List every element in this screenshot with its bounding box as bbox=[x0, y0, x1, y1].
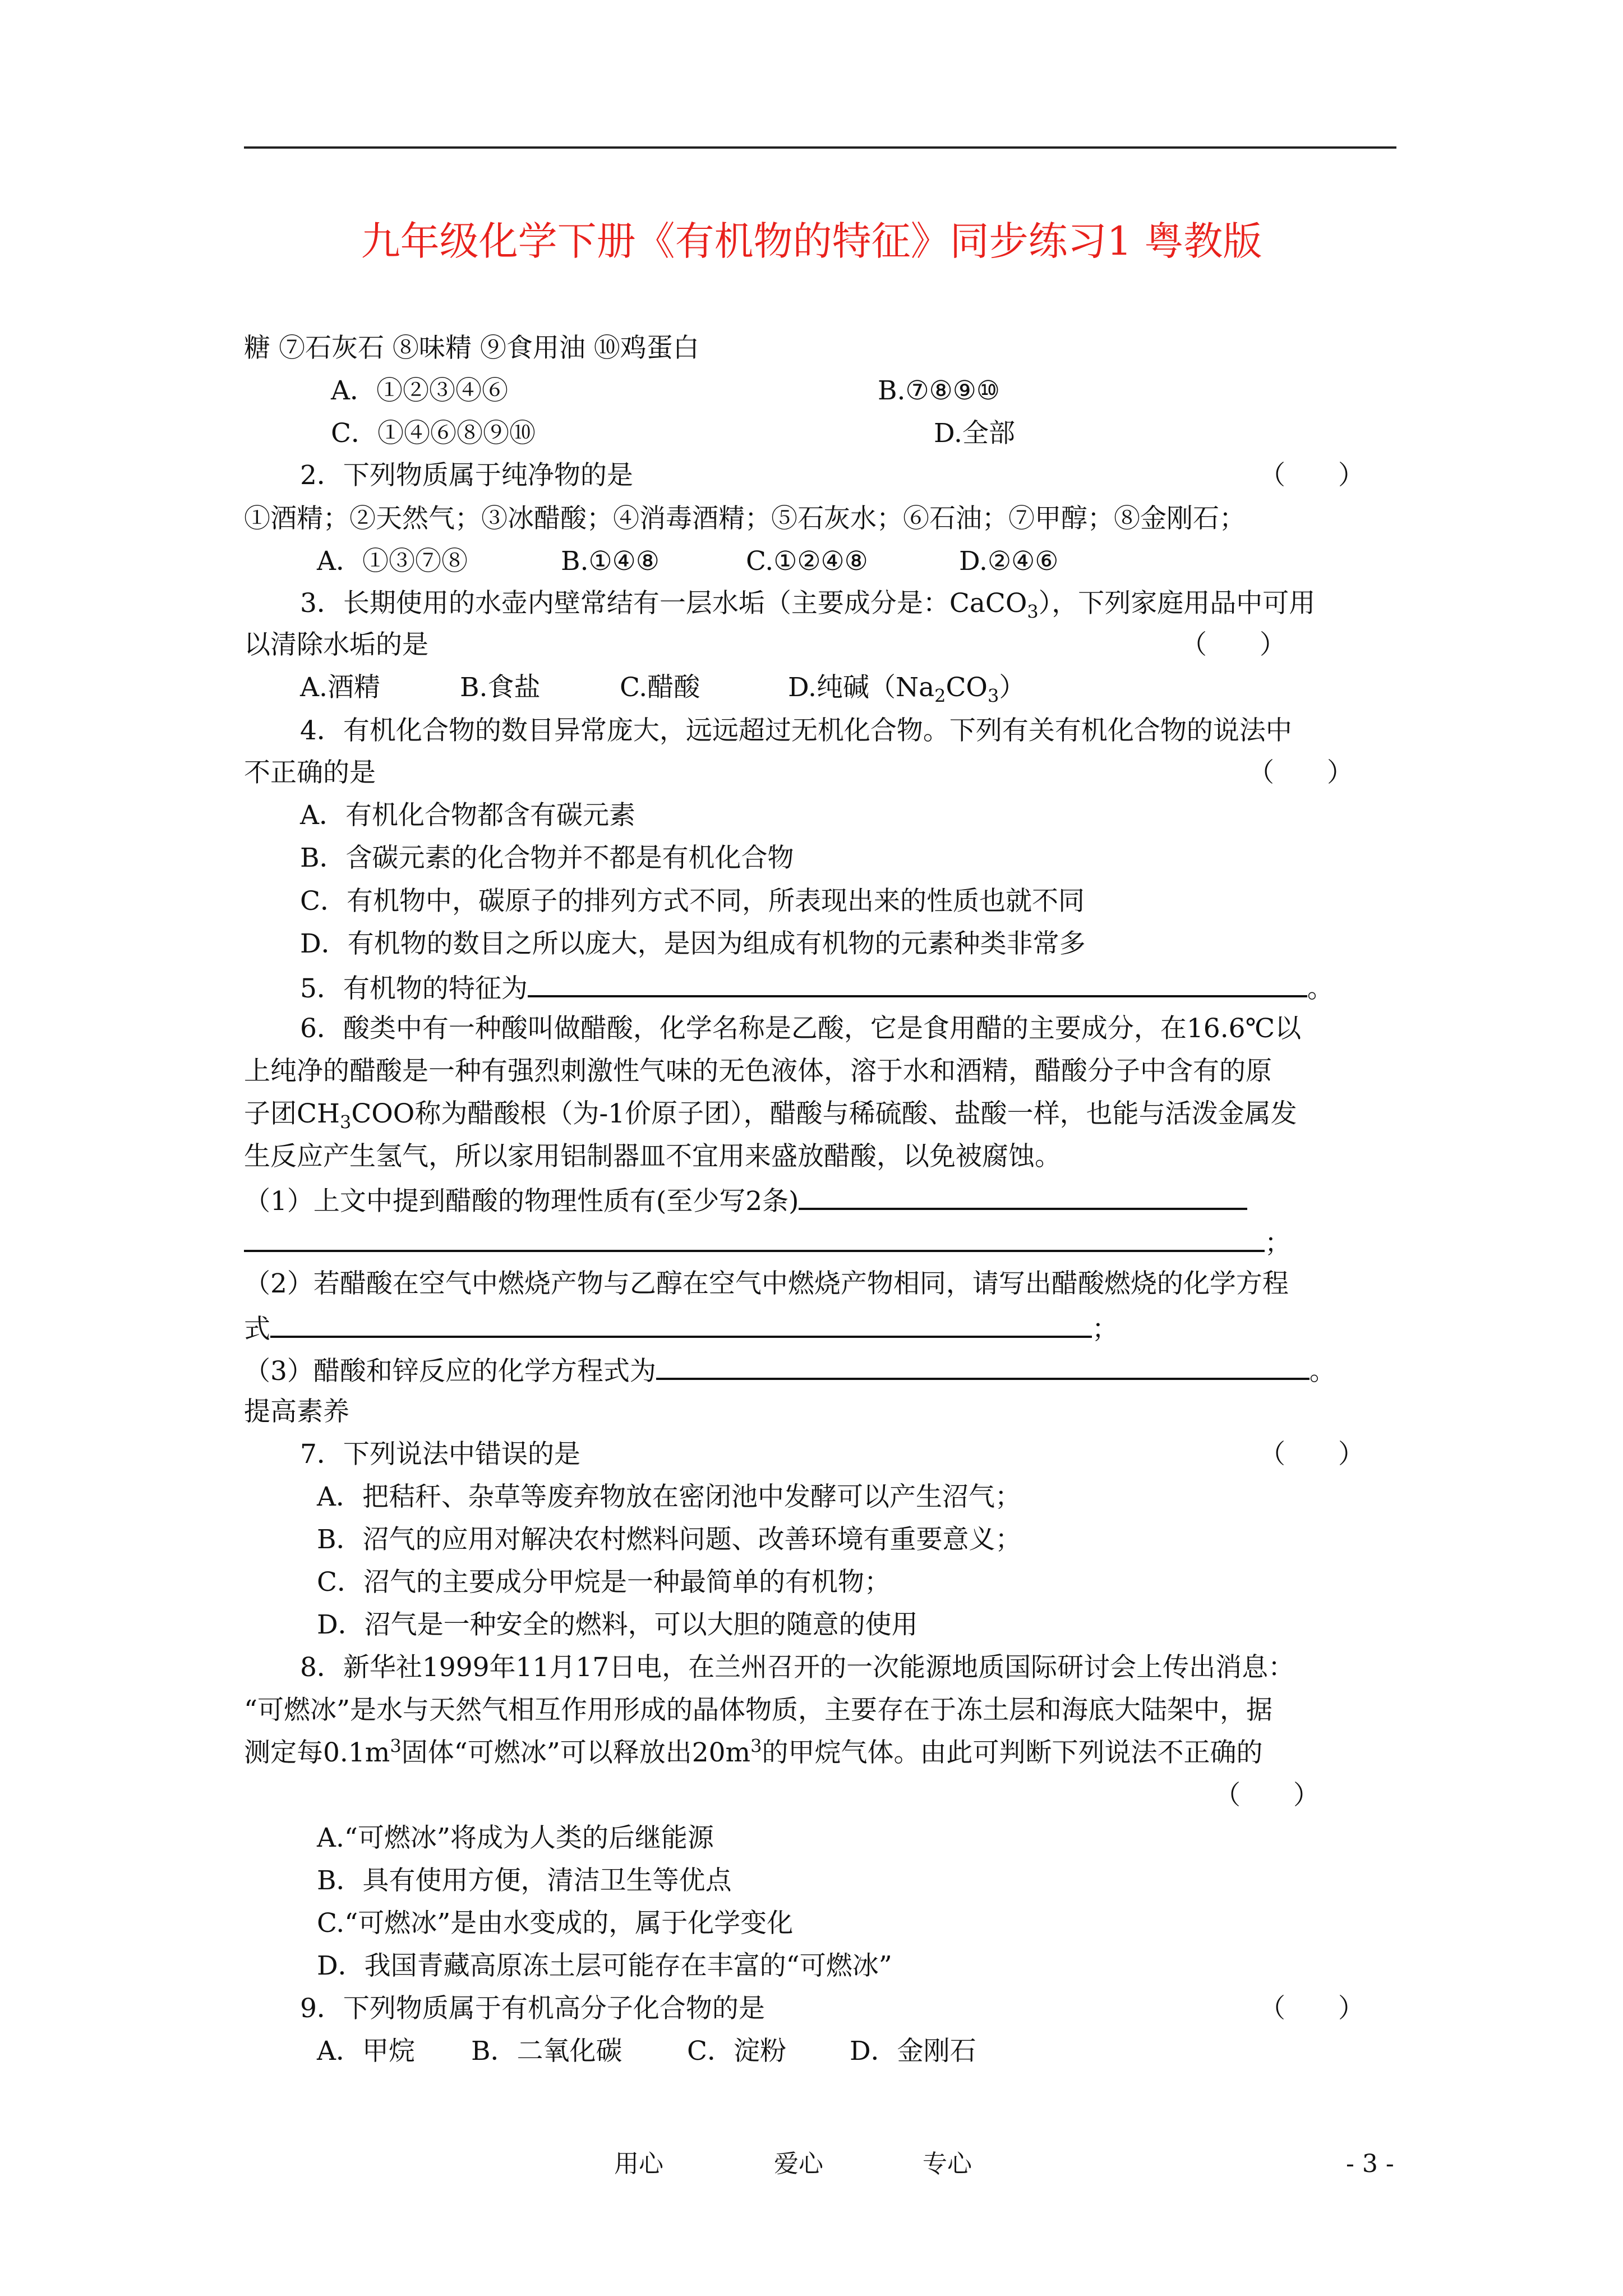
q6-sub3-blank[interactable] bbox=[656, 1351, 1310, 1380]
q7-answer-paren: （ ） bbox=[1259, 1439, 1364, 1470]
q7-option-d: D．沼气是一种安全的燃料，可以大胆的随意的使用 bbox=[317, 1609, 918, 1640]
q6-line3: 子团$CH_3COO$称为醋酸根（为-1价原子团），醋酸与稀硫酸、盐酸一样，也能与活泼金属发 bbox=[244, 1098, 1297, 1133]
q8-option-b: B．具有使用方便，清洁卫生等优点 bbox=[317, 1865, 732, 1896]
q5-blank[interactable] bbox=[528, 968, 1307, 997]
footer-text-2: 爱心 bbox=[774, 2150, 823, 2178]
q6-sub3: （3）醋酸和锌反应的化学方程式为 。 bbox=[244, 1351, 1336, 1390]
header-rule bbox=[244, 146, 1396, 149]
footer-text-1: 用心 bbox=[614, 2150, 663, 2178]
q8-line2: “可燃冰”是水与天然气相互作用形成的晶体物质，主要存在于冻土层和海底大陆架中，据 bbox=[244, 1695, 1273, 1726]
q2-list: ①酒精；②天然气；③冰醋酸；④消毒酒精；⑤石灰水；⑥石油；⑦甲醇；⑧金刚石； bbox=[244, 503, 1246, 534]
q9-stem: 9．下列物质属于有机高分子化合物的是 bbox=[300, 1993, 765, 2024]
q6-sub1-blank[interactable] bbox=[799, 1181, 1247, 1210]
intro-continuation: 糖 ⑦石灰石 ⑧味精 ⑨食用油 ⑩鸡蛋白 bbox=[244, 333, 699, 364]
q7-option-c: C．沼气的主要成分甲烷是一种最简单的有机物； bbox=[317, 1567, 891, 1598]
q8-line3: 测定每$0.1m^3$固体“可燃冰”可以释放出$20m^3$的甲烷气体。由此可判断下列说法不正确的 bbox=[244, 1735, 1263, 1768]
q6-sub2-line2: 式 ； bbox=[244, 1309, 1118, 1348]
q6-line1: 6．酸类中有一种酸叫做醋酸，化学名称是乙酸，它是食用醋的主要成分，在16.6℃以 bbox=[300, 1013, 1302, 1044]
q8-option-c: C.“可燃冰”是由水变成的，属于化学变化 bbox=[317, 1908, 794, 1939]
q4-stem: 4．有机化合物的数目异常庞大，远远超过无机化合物。下列有关有机化合物的说法中 bbox=[300, 715, 1292, 746]
q3-option-a: A.酒精 bbox=[300, 672, 380, 703]
q7-stem: 7．下列说法中错误的是 bbox=[300, 1439, 580, 1470]
q2-stem: 2．下列物质属于纯净物的是 bbox=[300, 460, 633, 491]
q9-option-c: C．淀粉 bbox=[687, 2036, 786, 2067]
page-number: - 3 - bbox=[1346, 2150, 1394, 2178]
q3-answer-paren: （ ） bbox=[1181, 629, 1286, 660]
q4-stem-line2: 不正确的是 bbox=[244, 757, 376, 788]
q9-option-d: D．金刚石 bbox=[850, 2036, 976, 2067]
q5-line: 5．有机物的特征为 。 bbox=[300, 968, 1334, 1007]
q7-option-a: A．把秸秆、杂草等废弃物放在密闭池中发酵可以产生沼气； bbox=[317, 1481, 1021, 1512]
page-title: 九年级化学下册《有机物的特征》同步练习1 粤教版 bbox=[361, 218, 1262, 264]
q4-option-d: D．有机物的数目之所以庞大，是因为组成有机物的元素种类非常多 bbox=[300, 928, 1086, 959]
q6-sub1: （1）上文中提到醋酸的物理性质有(至少写2条) bbox=[244, 1181, 1247, 1220]
q9-option-b: B．二氧化碳 bbox=[471, 2036, 623, 2067]
q1-option-c: C．①④⑥⑧⑨⑩ bbox=[331, 418, 536, 449]
q6-line2: 上纯净的醋酸是一种有强烈刺激性气味的无色液体，溶于水和酒精，醋酸分子中含有的原 bbox=[244, 1056, 1272, 1087]
q1-option-b: B.⑦⑧⑨⑩ bbox=[878, 375, 1000, 406]
q8-answer-paren: （ ） bbox=[1214, 1780, 1320, 1811]
q9-option-a: A．甲烷 bbox=[317, 2036, 415, 2067]
q4-option-c: C．有机物中，碳原子的排列方式不同，所表现出来的性质也就不同 bbox=[300, 886, 1085, 917]
q2-option-c: C.①②④⑧ bbox=[746, 546, 868, 577]
q6-line4: 生反应产生氢气，所以家用铝制器皿不宜用来盛放醋酸，以免被腐蚀。 bbox=[244, 1141, 1061, 1172]
q2-option-a: A．①③⑦⑧ bbox=[317, 546, 468, 577]
q8-line1: 8．新华社1999年11月17日电，在兰州召开的一次能源地质国际研讨会上传出消息： bbox=[300, 1652, 1295, 1683]
q6-sub1-blank2[interactable] bbox=[244, 1223, 1265, 1252]
q3-option-c: C.醋酸 bbox=[620, 672, 700, 703]
q3-stem-line2: 以清除水垢的是 bbox=[244, 629, 428, 660]
q4-option-a: A．有机化合物都含有碳元素 bbox=[300, 800, 635, 831]
q2-option-b: B.①④⑧ bbox=[561, 546, 660, 577]
q3-option-d: D.纯碱$(Na_2CO_3)$ bbox=[788, 672, 1026, 707]
q7-option-b: B．沼气的应用对解决农村燃料问题、改善环境有重要意义； bbox=[317, 1524, 1022, 1555]
q3-option-b: B.食盐 bbox=[460, 672, 541, 703]
q2-answer-paren: （ ） bbox=[1259, 460, 1364, 491]
q6-sub1-line2: ； bbox=[244, 1223, 1291, 1262]
q3-stem: 3．长期使用的水壶内壁常结有一层水垢（主要成分是：CaCO$_3$），下列家庭用品中可用 bbox=[300, 588, 1316, 623]
q1-option-d: D.全部 bbox=[934, 418, 1015, 449]
q4-option-b: B．含碳元素的化合物并不都是有机化合物 bbox=[300, 843, 794, 873]
q4-answer-paren: （ ） bbox=[1248, 757, 1353, 788]
footer-text-3: 专心 bbox=[923, 2150, 972, 2178]
q6-sub2-blank[interactable] bbox=[270, 1309, 1092, 1338]
q8-option-d: D．我国青藏高原冻土层可能存在丰富的“可燃冰” bbox=[317, 1950, 892, 1981]
q9-answer-paren: （ ） bbox=[1259, 1993, 1364, 2024]
section-heading: 提高素养 bbox=[244, 1396, 349, 1427]
q2-option-d: D.②④⑥ bbox=[959, 546, 1059, 577]
q1-option-a: A．①②③④⑥ bbox=[331, 375, 508, 406]
q8-option-a: A.“可燃冰”将成为人类的后继能源 bbox=[317, 1823, 714, 1853]
q6-sub2: （2）若醋酸在空气中燃烧产物与乙醇在空气中燃烧产物相同，请写出醋酸燃烧的化学方程 bbox=[244, 1268, 1289, 1299]
